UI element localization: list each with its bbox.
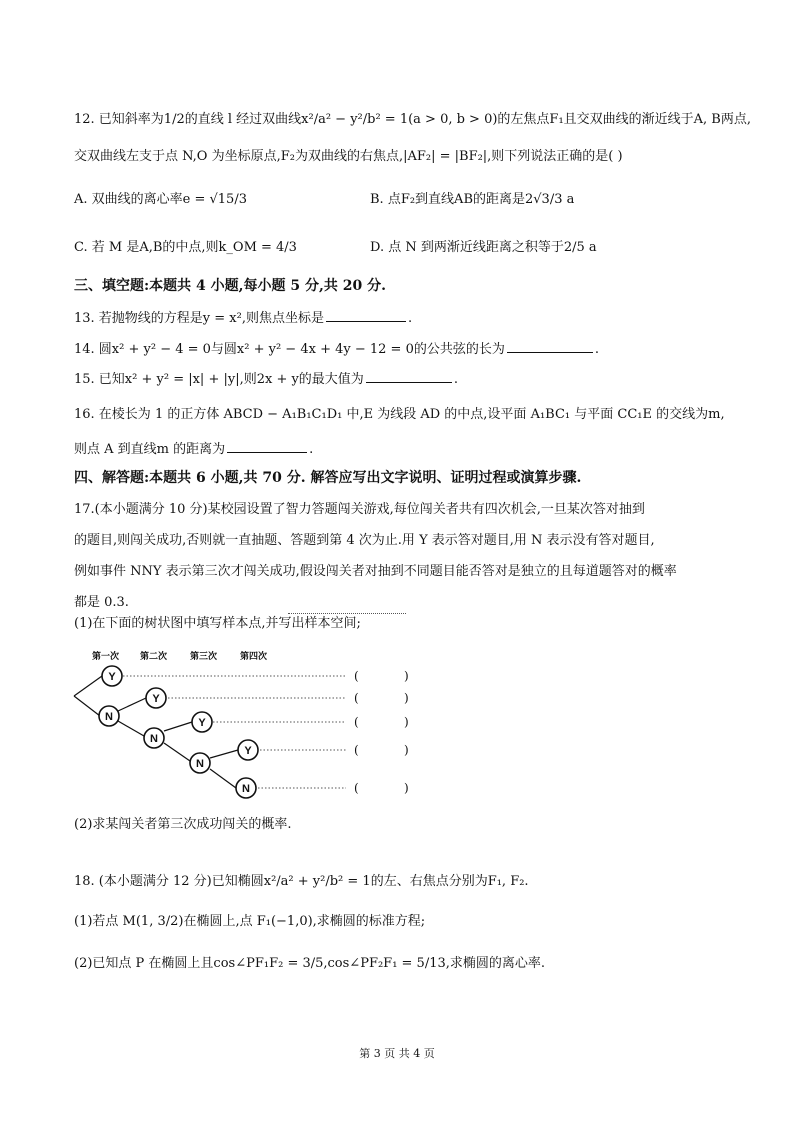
answer-paren-close-5: ) <box>404 781 409 795</box>
tree-node-n3: N <box>196 758 204 770</box>
q12-option-c: C. 若 M 是A,B的中点,则k_OM = 4/3 <box>74 240 297 255</box>
answer-paren-close-4: ) <box>404 743 409 757</box>
q14-end: . <box>594 342 599 357</box>
tree-header-1: 第一次 <box>92 651 120 661</box>
q17-line4: 都是 0.3. <box>74 595 129 610</box>
tree-header-2: 第二次 <box>140 651 168 661</box>
answer-paren-open-5: ( <box>354 781 359 795</box>
q18-sub1: (1)若点 M(1, 3/2)在椭圆上,点 F₁(−1,0),求椭圆的标准方程; <box>74 914 426 929</box>
q15-answer-blank[interactable] <box>366 370 452 383</box>
q12-option-b: B. 点F₂到直线AB的距离是2√3/3 a <box>370 192 575 207</box>
answer-paren-open-4: ( <box>354 743 359 757</box>
q15 <box>74 370 458 390</box>
page-number-footer: 第 3 页 共 4 页 <box>359 1047 435 1060</box>
tree-node-y1: Y <box>108 671 116 683</box>
answer-paren-close-1: ) <box>404 669 409 683</box>
q15-text: 15. 已知x² + y² = |x| + |y|,则2x + y的最大值为 <box>74 372 364 387</box>
q12-line1: 12. 已知斜率为1/2的直线 l 经过双曲线x²/a² − y²/b² = 1(a > 0, b > 0)的左焦点F₁且交双曲线的渐近线于A, B两点, <box>74 112 751 127</box>
q13-answer-blank[interactable] <box>326 309 406 322</box>
q16-line1: 16. 在棱长为 1 的正方体 ABCD − A₁B₁C₁D₁ 中,E 为线段 AD 的中点,设平面 A₁BC₁ 与平面 CC₁E 的交线为m, <box>74 407 725 422</box>
section4-title: 四、解答题:本题共 6 小题,共 70 分. 解答应写出文字说明、证明过程或演算步骤. <box>74 470 582 486</box>
q13 <box>74 309 412 329</box>
tree-node-n4: N <box>242 783 250 795</box>
answer-paren-close-3: ) <box>404 715 409 729</box>
q17-sub2: (2)求某闯关者第三次成功闯关的概率. <box>74 817 292 832</box>
tree-node-n1: N <box>105 711 113 723</box>
q14-answer-blank[interactable] <box>507 340 593 353</box>
section3-title: 三、填空题:本题共 4 小题,每小题 5 分,共 20 分. <box>74 278 386 294</box>
q13-text: 13. 若抛物线的方程是y = x²,则焦点坐标是 <box>74 311 324 326</box>
q14-text: 14. 圆x² + y² − 4 = 0与圆x² + y² − 4x + 4y − 12 = 0的公共弦的长为 <box>74 342 505 357</box>
q17-sub1: (1)在下面的树状图中填写样本点,并写出样本空间; <box>74 616 361 631</box>
tree-diagram <box>64 648 444 808</box>
answer-paren-open-3: ( <box>354 715 359 729</box>
q12-option-d: D. 点 N 到两渐近线距离之积等于2/5 a <box>370 240 597 255</box>
q17-line1: 17.(本小题满分 10 分)某校园设置了智力答题闯关游戏,每位闯关者共有四次机会,一旦某次答对抽到 <box>74 502 645 517</box>
tree-node-y2: Y <box>152 693 160 705</box>
q13-end: . <box>407 311 413 326</box>
q12-option-a: A. 双曲线的离心率e = √15/3 <box>74 192 247 207</box>
q18-sub2: (2)已知点 P 在椭圆上且cos∠PF₁F₂ = 3/5,cos∠PF₂F₁ = 5/13,求椭圆的离心率. <box>74 956 546 971</box>
q17-line3: 例如事件 NNY 表示第三次才闯关成功,假设闯关者对抽到不同题目能否答对是独立的且每道题答对的概率 <box>74 564 677 579</box>
tree-node-n2: N <box>150 733 158 745</box>
q12-line2: 交双曲线左支于点 N,O 为坐标原点,F₂为双曲线的右焦点,|AF₂| = |BF₂|,则下列说法正确的是( ) <box>74 149 623 164</box>
q16-answer-blank[interactable] <box>227 440 307 453</box>
tree-node-y3: Y <box>198 717 206 729</box>
answer-paren-close-2: ) <box>404 691 409 705</box>
answer-paren-open-1: ( <box>354 669 359 683</box>
q14 <box>74 340 599 360</box>
q16-end: . <box>309 442 314 457</box>
answer-paren-open-2: ( <box>354 691 359 705</box>
q17-line2: 的题目,则闯关成功,否则就一直抽题、答题到第 4 次为止.用 Y 表示答对题目,用 N 表示没有答对题目, <box>74 533 655 548</box>
q16-line2 <box>74 440 313 460</box>
tree-node-y4: Y <box>244 745 252 757</box>
tree-header-4: 第四次 <box>240 651 268 661</box>
tree-header-3: 第三次 <box>190 651 218 661</box>
q16-text: 则点 A 到直线m 的距离为 <box>74 442 226 457</box>
sample-space-underline <box>288 612 406 614</box>
q18-line1: 18. (本小题满分 12 分)已知椭圆x²/a² + y²/b² = 1的左、右焦点分别为F₁, F₂. <box>74 874 529 889</box>
q15-end: . <box>453 372 458 387</box>
